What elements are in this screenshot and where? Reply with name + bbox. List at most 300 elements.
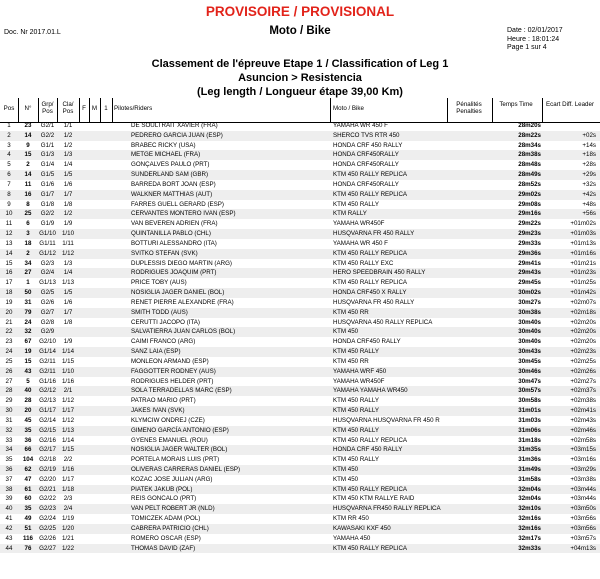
cell-time: 32m16s [518,524,541,532]
cell-bike: KTM 450 RALLY [333,397,379,405]
cell-time: 32m10s [518,505,541,513]
cell-bike: YAMAHA WR450F [333,377,385,385]
cell-bike: KTM RR 450 [333,515,369,523]
cell-rider-name: RENET PIERRE ALEXANDRE (FRA) [131,298,234,306]
cell-gap-to-leader: +02m07s [570,298,596,306]
cell-gap-to-leader: +02m26s [570,367,596,375]
cell-rider-name: CERUTTI JACOPO (ITA) [131,318,200,326]
cell-bike: KTM 450 RALLY [333,348,379,356]
cell-bike: HUSQVARNA FR 450 RALLY [333,230,415,238]
cell-time: 32m04s [518,495,541,503]
cell-class-position: 2/2 [63,456,73,464]
cell-gap-to-leader: +04m13s [570,544,596,552]
cell-rider-name: CERVANTES MONTERO IVAN (ESP) [131,210,236,218]
cell-time: 30m02s [518,289,541,297]
cell-position: 26 [5,367,13,375]
cell-class-position: 1/20 [61,524,75,532]
cell-gap-to-leader: +29s [582,171,596,179]
cell-rider-name: PRICE TOBY (AUS) [131,279,187,287]
cell-position: 29 [5,397,13,405]
cell-position: 28 [5,387,13,395]
cell-time: 31m58s [518,475,541,483]
table-row [0,190,600,200]
cell-position: 42 [5,524,13,532]
cell-group-position: G2/4 [40,269,55,277]
cell-class-position: 1/2 [63,131,73,139]
cell-group-position: G2/2 [40,210,55,218]
cell-time: 31m49s [518,465,541,473]
cell-class-position: 1/18 [61,485,75,493]
cell-rider-name: PORTELA MORAIS LUIS (PRT) [131,456,220,464]
cell-bike: KTM 450 RALLY [333,407,379,415]
cell-bib-number: 23 [24,122,32,129]
cell-class-position: 1/13 [61,279,75,287]
cell-time: 32m33s [518,544,541,552]
cell-class-position: 1/14 [61,348,75,356]
cell-position: 13 [5,239,13,247]
cell-bib-number: 9 [26,141,30,149]
cell-bib-number: 15 [24,151,32,159]
cell-group-position: G1/11 [39,239,56,247]
cell-bike: KTM 450 RALLY [333,426,379,434]
cell-bike: KTM RALLY [333,210,367,218]
table-row [0,180,600,190]
cell-time: 28m52s [518,180,541,188]
cell-bib-number: 79 [24,308,32,316]
cell-bike: HONDA CRF 450 RALLY [333,141,403,149]
cell-gap-to-leader: +01m03s [570,230,596,238]
cell-bib-number: 47 [24,475,32,483]
cell-time: 29m02s [518,190,541,198]
cell-position: 35 [5,456,13,464]
cell-bib-number: 43 [24,367,32,375]
cell-group-position: G2/15 [39,426,56,434]
results-table-body [0,121,600,553]
cell-group-position: G2/11 [39,367,56,375]
table-row [0,357,600,367]
cell-position: 8 [7,190,11,198]
cell-class-position: 1/6 [63,180,73,188]
cell-rider-name: CAIMI FRANCO (ARG) [131,338,196,346]
cell-time: 32m17s [518,534,541,542]
cell-gap-to-leader: +01m42s [570,289,596,297]
cell-class-position: 1/6 [63,298,73,306]
cell-time: 31m36s [518,456,541,464]
cell-gap-to-leader: +03m50s [570,505,596,513]
cell-bike: KTM 450 [333,465,359,473]
cell-time: 30m58s [518,397,541,405]
cell-position: 12 [5,230,13,238]
cell-group-position: G1/7 [40,190,55,198]
cell-bib-number: 50 [24,289,32,297]
cell-position: 3 [7,141,11,149]
cell-time: 29m43s [518,269,541,277]
cell-rider-name: VAN BEVEREN ADRIEN (FRA) [131,220,218,228]
cell-class-position: 1/3 [63,259,73,267]
cell-rider-name: FARRES GUELL GERARD (ESP) [131,200,224,208]
cell-time: 29m33s [518,239,541,247]
cell-gap-to-leader: +02m20s [570,328,596,336]
table-row [0,170,600,180]
cell-bib-number: 27 [24,269,32,277]
cell-position: 37 [5,475,13,483]
page-indicator: Page 1 sur 4 [507,44,547,51]
cell-rider-name: RODRIGUES HELDER (PRT) [131,377,214,385]
cell-bike: KTM 450 KTM RALLYE RAID [333,495,415,503]
cell-bike: YAMAHA WR450F [333,220,385,228]
cell-time: 28m22s [518,131,541,139]
cell-bike: KTM 450 RALLY REPLICA [333,544,408,552]
cell-group-position: G2/19 [39,465,56,473]
cell-gap-to-leader: +02m58s [570,436,596,444]
cell-position: 19 [5,298,13,306]
table-row [0,386,600,396]
cell-bike: HUSQVARNA HUSQVARNA FR 450 R [333,416,440,424]
cell-group-position: G1/16 [39,377,56,385]
cell-gap-to-leader: +01m25s [570,279,596,287]
cell-rider-name: GYENES EMANUEL (ROU) [131,436,208,444]
table-row [0,249,600,259]
cell-group-position: G2/8 [40,318,55,326]
table-row [0,445,600,455]
cell-bib-number: 6 [26,220,30,228]
table-row [0,514,600,524]
col-header-m: M [91,105,98,112]
cell-gap-to-leader: +02m38s [570,397,596,405]
cell-rider-name: JAKES IVAN (SVK) [131,407,185,415]
cell-group-position: G2/26 [39,534,56,542]
cell-gap-to-leader: +02s [582,131,596,139]
cell-rider-name: SUNDERLAND SAM (GBR) [131,171,209,179]
cell-rider-name: THOMAS DAVID (ZAF) [131,544,196,552]
table-row [0,308,600,318]
cell-position: 5 [7,161,11,169]
cell-bib-number: 5 [26,377,30,385]
cell-group-position: G1/13 [39,279,56,287]
cell-gap-to-leader: +01m02s [570,220,596,228]
cell-bib-number: 16 [24,190,32,198]
table-row [0,318,600,328]
cell-gap-to-leader: +01m13s [570,239,596,247]
cell-position: 6 [7,171,11,179]
cell-gap-to-leader: +48s [582,200,596,208]
cell-group-position: G2/22 [39,495,56,503]
cell-position: 7 [7,180,11,188]
table-row [0,209,600,219]
cell-group-position: G1/4 [40,161,55,169]
cell-class-position: 1/10 [61,230,75,238]
cell-time: 32m04s [518,485,541,493]
table-row [0,219,600,229]
cell-gap-to-leader: +03m15s [570,446,596,454]
cell-class-position: 1/10 [61,367,75,375]
cell-group-position: G1/8 [40,200,55,208]
cell-bib-number: 2 [26,249,30,257]
table-row [0,121,600,131]
cell-bike: HUSQVARNA FR 450 RALLY [333,298,415,306]
cell-gap-to-leader: +01m16s [570,249,596,257]
cell-class-position: 1/16 [61,377,75,385]
cell-time: 28m48s [518,161,541,169]
table-row [0,229,600,239]
category-title: Moto / Bike [269,25,331,37]
cell-bib-number: 20 [24,407,32,415]
cell-time: 31m35s [518,446,541,454]
cell-rider-name: TOMICZEK ADAM (POL) [131,515,201,523]
cell-time: 29m41s [518,259,541,267]
cell-class-position: 1/8 [63,200,73,208]
cell-rider-name: GIMENO GARCÍA ANTONIO (ESP) [131,426,229,434]
cell-bib-number: 66 [24,446,32,454]
cell-position: 25 [5,357,13,365]
cell-bib-number: 11 [24,180,32,188]
cell-time: 31m18s [518,436,541,444]
cell-bib-number: 35 [24,505,32,513]
cell-rider-name: CABRERA PATRICIO (CHL) [131,524,209,532]
results-table-header [0,98,600,123]
cell-bike: YAMAHA WR 450 F [333,122,388,129]
cell-gap-to-leader: +02m20s [570,338,596,346]
cell-position: 2 [7,131,11,139]
cell-bib-number: 24 [24,318,32,326]
cell-group-position: G1/5 [40,171,55,179]
cell-rider-name: QUINTANILLA PABLO (CHL) [131,230,211,238]
cell-group-position: G2/10 [39,338,56,346]
cell-time: 30m40s [518,338,541,346]
cell-rider-name: PEDRERO GARCIA JUAN (ESP) [131,131,223,139]
cell-rider-name: KOZAC JOSE JULIAN (ARG) [131,475,213,483]
cell-position: 33 [5,436,13,444]
cell-bike: KTM 450 RR [333,308,369,316]
cell-bib-number: 25 [24,210,32,218]
cell-class-position: 1/8 [63,318,73,326]
cell-group-position: G2/12 [39,387,56,395]
cell-gap-to-leader: +03m38s [570,475,596,483]
cell-bib-number: 15 [24,357,32,365]
document-meta [507,27,563,53]
cell-position: 31 [5,416,13,424]
cell-bike: KTM 450 RALLY REPLICA [333,485,408,493]
cell-bike: KTM 450 RALLY EXC [333,259,394,267]
cell-position: 32 [5,426,13,434]
cell-class-position: 1/12 [61,249,75,257]
cell-rider-name: BARREDA BORT JOAN (ESP) [131,180,216,188]
cell-position: 38 [5,485,13,493]
cell-group-position: G2/9 [40,328,55,336]
cell-rider-name: NOSIGLIA JAGER WALTER (BOL) [131,446,228,454]
cell-time: 30m47s [518,377,541,385]
cell-class-position: 1/22 [61,544,75,552]
cell-class-position: 1/16 [61,465,75,473]
cell-rider-name: ROMERO OSCAR (ESP) [131,534,201,542]
cell-rider-name: METGE MICHAEL (FRA) [131,151,201,159]
col-header-number: N° [24,105,32,112]
cell-class-position: 1/3 [63,151,73,159]
cell-time: 30m43s [518,348,541,356]
document-time: Heure : 18:01:24 [507,35,560,43]
cell-group-position: G2/13 [39,397,56,405]
cell-position: 11 [5,220,13,228]
cell-position: 40 [5,505,13,513]
cell-rider-name: BOTTURI ALESSANDRO (ITA) [131,239,217,247]
table-row [0,200,600,210]
cell-bib-number: 14 [24,131,32,139]
cell-position: 16 [5,269,13,277]
cell-gap-to-leader: +02m41s [570,407,596,415]
cell-time: 30m38s [518,308,541,316]
cell-bike: KTM 450 RR [333,357,369,365]
cell-gap-to-leader: +03m16s [570,456,596,464]
cell-class-position: 1/7 [63,190,73,198]
cell-bib-number: 19 [24,348,32,356]
cell-bike: HONDA CRF450RALLY [333,180,399,188]
cell-gap-to-leader: +14s [582,141,596,149]
cell-rider-name: SANZ LAIA (ESP) [131,348,181,356]
cell-gap-to-leader: +02m46s [570,426,596,434]
cell-rider-name: WALKNER MATTHIAS (AUT) [131,190,213,198]
cell-position: 43 [5,534,13,542]
cell-gap-to-leader: +02m23s [570,348,596,356]
cell-class-position: 1/9 [63,338,73,346]
cell-rider-name: VAN PELT ROBERT JR (NLD) [131,505,215,513]
document-number: Doc. Nr 2017.01.L [4,29,61,36]
cell-gap-to-leader: +03m57s [570,534,596,542]
cell-class-position: 1/4 [63,269,73,277]
cell-position: 17 [5,279,13,287]
cell-bib-number: 28 [24,397,32,405]
cell-time: 31m06s [518,426,541,434]
cell-bib-number: 104 [22,456,34,464]
cell-gap-to-leader: +02m27s [570,377,596,385]
cell-bib-number: 45 [24,416,32,424]
cell-bike: HERO SPEEDBRAIN 450 RALLY [333,269,426,277]
cell-gap-to-leader: +28s [582,161,596,169]
cell-group-position: G2/2 [40,131,55,139]
cell-position: 22 [5,328,13,336]
cell-position: 9 [7,200,11,208]
cell-class-position: 1/19 [61,515,75,523]
cell-gap-to-leader: +01m23s [570,269,596,277]
cell-position: 4 [7,151,11,159]
cell-group-position: G2/6 [40,298,55,306]
cell-position: 15 [5,259,13,267]
cell-bib-number: 35 [24,426,32,434]
cell-class-position: 1/21 [61,534,75,542]
cell-bike: KTM 450 RALLY REPLICA [333,190,408,198]
cell-time: 28m38s [518,151,541,159]
cell-bike: HONDA CRF450 RALLY [333,338,401,346]
cell-position: 27 [5,377,13,385]
table-row [0,131,600,141]
cell-bib-number: 14 [24,171,32,179]
cell-bib-number: 18 [24,239,32,247]
cell-bike: HONDA CRF450RALLY [333,161,399,169]
cell-group-position: G2/18 [39,456,56,464]
col-header-pos: Pos [3,105,15,112]
col-header-bike: Moto / Bike [333,105,364,112]
cell-bib-number: 36 [24,436,32,444]
cell-class-position: 2/3 [63,495,73,503]
col-header-class-pos: Cla/ Pos [62,101,74,115]
cell-time: 29m22s [518,220,541,228]
document-date: Date : 02/01/2017 [507,27,563,34]
cell-time: 30m40s [518,328,541,336]
cell-group-position: G1/1 [40,141,55,149]
cell-rider-name: PIATEK JAKUB (POL) [131,485,193,493]
table-row [0,544,600,554]
stage-length: (Leg length / Longueur étape 39,00 Km) [197,86,403,98]
cell-gap-to-leader: +03m56s [570,515,596,523]
cell-gap-to-leader: +03m44s [570,495,596,503]
cell-time: 30m46s [518,367,541,375]
cell-class-position: 1/4 [63,161,73,169]
table-row [0,524,600,534]
cell-bib-number: 67 [24,338,32,346]
col-header-group-pos: Grp/ Pos [41,101,54,115]
cell-time: 28m34s [518,141,541,149]
cell-class-position: 1/2 [63,141,73,149]
table-row [0,426,600,436]
cell-gap-to-leader: +56s [582,210,596,218]
cell-bike: KTM 450 RALLY REPLICA [333,279,408,287]
cell-bike: SHERCO TVS RTR 450 [333,131,400,139]
cell-rider-name: SVITKO STEFAN (SVK) [131,249,198,257]
cell-bike: KAWASAKI KXF 450 [333,524,391,532]
cell-group-position: G2/25 [39,524,56,532]
cell-group-position: G2/14 [39,416,56,424]
table-row [0,436,600,446]
cell-group-position: G2/21 [39,485,56,493]
cell-rider-name: SMITH TODD (AUS) [131,308,188,316]
cell-bike: KTM 450 RALLY REPLICA [333,171,408,179]
cell-bike: HUSQVARNA FR450 RALLY REPLICA [333,505,441,513]
cell-bike: KTM 450 RALLY [333,456,379,464]
table-row [0,337,600,347]
cell-time: 31m03s [518,416,541,424]
cell-position: 23 [5,338,13,346]
cell-time: 29m16s [518,210,541,218]
cell-bike: YAMAHA WR 450 F [333,239,388,247]
table-row [0,455,600,465]
col-header-f: F [82,105,86,112]
col-header-penalties: Pénalités Penalties [456,101,482,115]
cell-rider-name: FAGGOTTER RODNEY (AUS) [131,367,216,375]
cell-group-position: G1/6 [40,180,55,188]
cell-rider-name: OLIVERAS CARRERAS DANIEL (ESP) [131,465,241,473]
cell-rider-name: BRABEC RICKY (USA) [131,141,196,149]
cell-position: 34 [5,446,13,454]
stage-route: Asuncion > Resistencia [238,72,362,84]
cell-class-position: 1/17 [61,475,75,483]
table-row [0,347,600,357]
cell-rider-name: DUPLESSIS DIEGO MARTIN (ARG) [131,259,232,267]
cell-class-position: 1/7 [63,308,73,316]
cell-rider-name: RODRIGUES JOAQUIM (PRT) [131,269,217,277]
cell-time: 30m57s [518,387,541,395]
cell-bike: YAMAHA 450 [333,534,371,542]
cell-position: 20 [5,308,13,316]
cell-time: 30m40s [518,318,541,326]
table-row [0,298,600,308]
cell-class-position: 1/15 [61,446,75,454]
col-header-time: Temps Time [499,101,533,108]
cell-time: 29m08s [518,200,541,208]
cell-bib-number: 116 [23,534,33,542]
cell-position: 30 [5,407,13,415]
table-row [0,494,600,504]
cell-time: 30m45s [518,357,541,365]
table-row [0,416,600,426]
